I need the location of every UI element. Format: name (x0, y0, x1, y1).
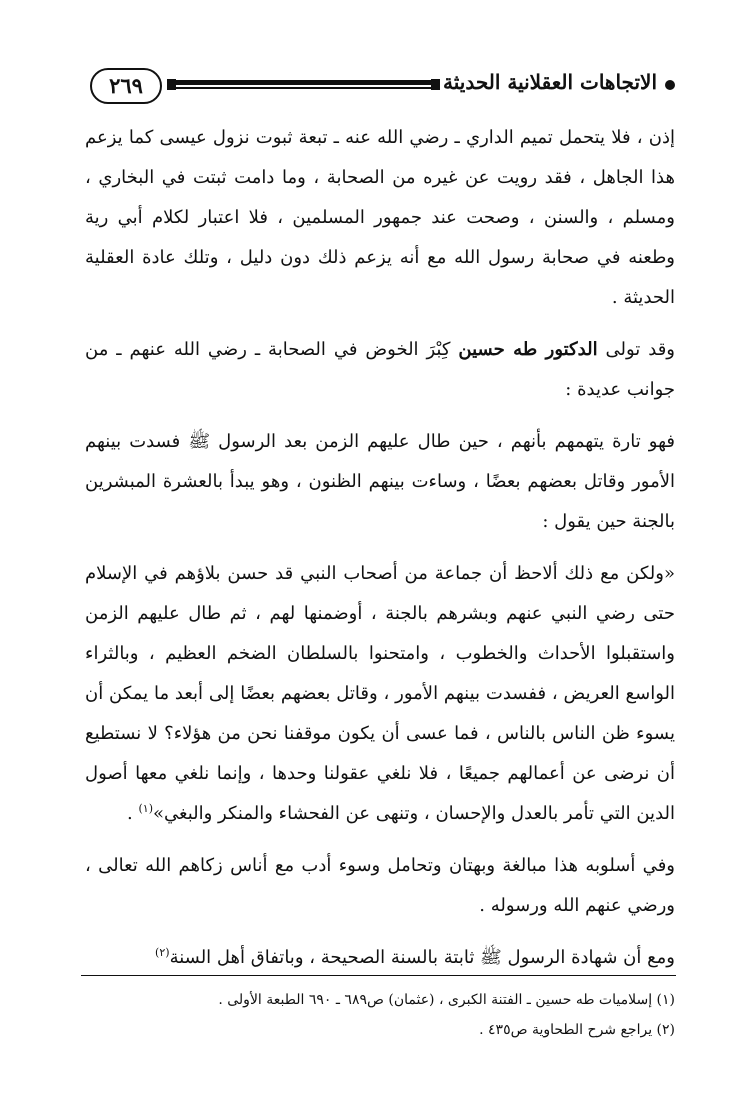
header-rule (167, 80, 440, 90)
header-bullet-icon (665, 80, 675, 90)
running-title: الاتجاهات العقلانية الحديثة (443, 70, 657, 94)
paragraph: فهو تارة يتهمهم بأنهم ، حين طال عليهم الزمن بعد الرسول ﷺ فسدت بينهم الأمور وقاتل بعضهم بعضًا ، وساءت بينهم الظنون ، وهو يبدأ بالعشرة المبشرين بالجنة حين يقول : (85, 431, 675, 532)
footnote-divider (81, 975, 676, 976)
author-name: الدكتور طه حسين (458, 339, 598, 360)
footnote: (٢) يراجع شرح الطحاوية ص٤٣٥ . (479, 1022, 675, 1038)
quotation (85, 554, 675, 834)
paragraph-text: وقد تولى (597, 339, 675, 360)
paragraph: إذن ، فلا يتحمل تميم الداري ـ رضي الله عنه ـ تبعة ثبوت نزول عيسى كما يزعم هذا الجاهل ، فقد رويت عن غيره من الصحابة ، وما دامت ثبتت في البخاري ، ومسلم ، والسنن ، وصحت عند جمهور المسلمين ، فلا اعتبار لكلام أبي رية وطعنه في صحابة رسول الله مع أنه يزعم ذلك دون دليل ، وتلك عادة العقلية الحديثة . (85, 127, 675, 308)
paragraph-text: ومع أن شهادة الرسول ﷺ ثابتة بالسنة الصحيحة ، وباتفاق أهل السنة (169, 947, 675, 968)
page-number: ٢٦٩ (90, 68, 162, 104)
paragraph-text: كِبْرَ الخوض في الصحابة ـ رضي الله عنهم ـ من جوانب عديدة : (85, 339, 675, 400)
quotation-end: . (127, 803, 139, 824)
paragraph (85, 938, 675, 978)
quotation-text: «ولكن مع ذلك ألاحظ أن جماعة من أصحاب النبي قد حسن بلاؤهم في الإسلام حتى رضي النبي عنهم وبشرهم بالجنة ، أوضمنها لهم ، ثم طال عليهم الزمن واستقبلوا الأحداث والخطوب ، وامتحنوا بالسلطان الضخم العظيم ، وبالثراء الواسع العريض ، ففسدت بينهم الأمور ، وقاتل بعضهم بعضًا إلى أبعد ما يمكن أن يسوء ظن الناس بالناس ، فما عسى أن يكون موقفنا نحن من هؤلاء؟ لا نستطيع أن نرضى عن أعمالهم جميعًا ، فلا نلغي عقولنا وحدها ، وإنما نلغي معها أصول الدين التي تأمر بالعدل والإحسان ، وتنهى عن الفحشاء والمنكر والبغي» (85, 563, 675, 824)
paragraph (85, 330, 675, 410)
footnote-ref[interactable]: (١) (138, 802, 154, 815)
footnote-ref[interactable]: (٢) (155, 946, 170, 959)
paragraph: وفي أسلوبه هذا مبالغة وبهتان وتحامل وسوء أدب مع أناس زكاهم الله تعالى ، ورضي عنهم الله ورسوله . (85, 855, 675, 916)
main-text (85, 118, 675, 990)
running-header (85, 68, 675, 108)
footnote: (١) إسلاميات طه حسين ـ الفتنة الكبرى ، (عثمان) ص٦٨٩ ـ ٦٩٠ الطبعة الأولى . (218, 992, 675, 1008)
footnotes (85, 985, 675, 1045)
